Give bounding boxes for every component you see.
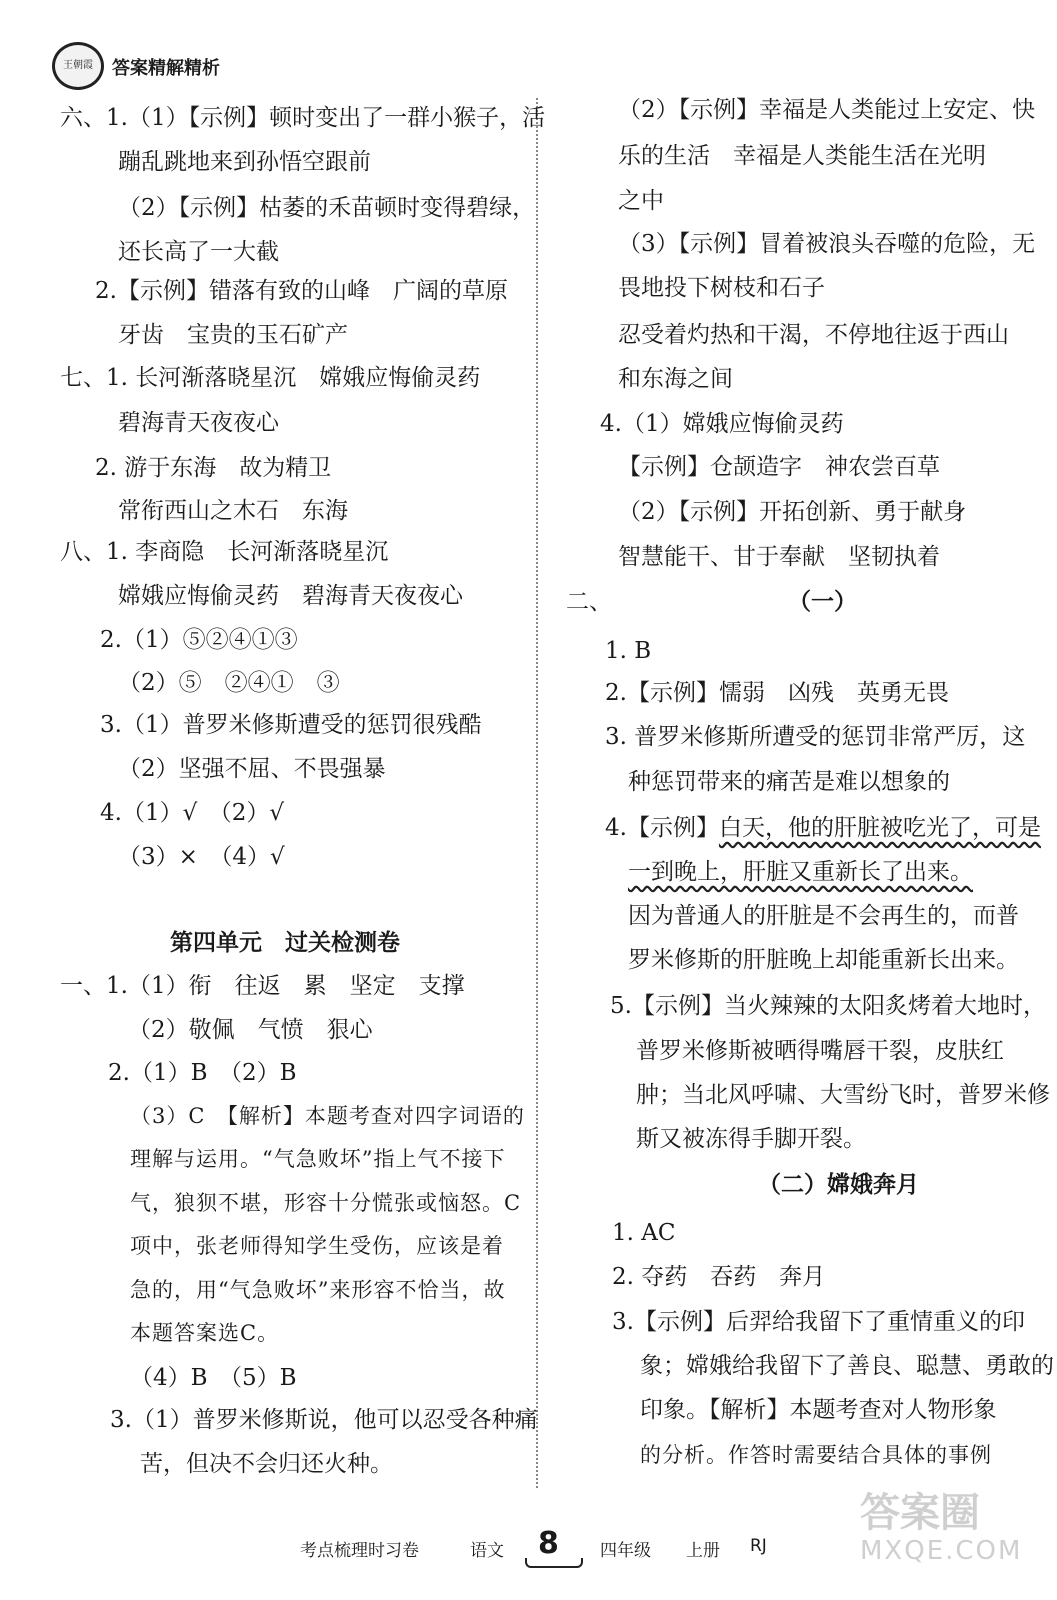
answer-line — [566, 587, 612, 617]
answer-line — [130, 1275, 505, 1305]
answer-text: 苦，但决不会归还火种。 — [140, 1451, 393, 1477]
answer-text: 之中 — [618, 188, 664, 214]
answer-line — [618, 320, 1009, 350]
answer-text: （2）⑤ ②④① ③ — [118, 670, 340, 696]
answer-line — [640, 1351, 1054, 1381]
answer-line — [118, 147, 371, 177]
answer-line — [130, 1231, 504, 1261]
answer-line — [118, 842, 285, 872]
answer-line — [605, 636, 651, 666]
answer-line — [95, 276, 508, 306]
answer-line — [118, 668, 340, 698]
answer-line — [100, 798, 284, 828]
answer-text: 蹦乱跳地来到孙悟空跟前 — [118, 149, 371, 175]
answer-line — [612, 1307, 1025, 1337]
answer-line — [758, 1170, 919, 1200]
answer-text: 还长高了一大截 — [118, 239, 279, 265]
answer-line — [618, 229, 1035, 259]
answer-line — [130, 1144, 505, 1174]
answer-line — [612, 1218, 675, 1248]
answer-text: 象；嫦娥给我留下了善良、聪慧、勇敢的 — [640, 1353, 1054, 1379]
answer-text: 2.【示例】懦弱 凶残 英勇无畏 — [605, 680, 949, 706]
answer-text: 1. B — [605, 638, 652, 664]
answer-text: （一） — [788, 588, 857, 615]
answer-line — [618, 452, 940, 482]
answer-line — [60, 363, 480, 393]
footer-book-title: 考点梳理时习卷 — [300, 1541, 419, 1561]
answer-line — [100, 625, 298, 655]
answer-text: 理解与运用。“气急败坏”指上气不接下 — [130, 1147, 506, 1171]
answer-text: （二）嫦娥奔月 — [758, 1171, 919, 1198]
answer-text: （2）坚强不屈、不畏强暴 — [118, 756, 386, 782]
answer-line — [140, 1449, 393, 1479]
answer-line — [612, 1262, 825, 1292]
answer-text: 4.（1）√ （2）√ — [100, 800, 285, 826]
answer-line — [618, 497, 966, 527]
answer-line — [170, 928, 400, 958]
answer-line — [110, 1405, 538, 1435]
answer-line — [618, 95, 1035, 125]
answer-line — [618, 141, 986, 171]
answer-line — [628, 767, 950, 797]
answer-line — [636, 1036, 1004, 1066]
answer-line — [128, 1015, 373, 1045]
answer-text: 2.【示例】错落有致的山峰 广阔的草原 — [95, 278, 508, 304]
answer-text: （2）【示例】幸福是人类能过上安定、快 — [618, 97, 1036, 123]
answer-text: 和东海之间 — [618, 366, 733, 392]
answer-text: 嫦娥应悔偷灵药 碧海青天夜夜心 — [118, 583, 463, 609]
answer-text: 牙齿 宝贵的玉石矿产 — [118, 322, 348, 348]
watermark-url: MXQE.COM — [860, 1536, 1023, 1566]
answer-line — [640, 1440, 992, 1470]
answer-line — [118, 193, 535, 223]
answer-text: 2. 夺药 吞药 奔月 — [612, 1264, 826, 1290]
answer-line — [618, 542, 940, 572]
footer-grade: 四年级 — [600, 1541, 651, 1561]
answer-text: 4.【示例】 — [605, 815, 719, 841]
answer-text: （2）敬佩 气愤 狠心 — [128, 1017, 373, 1043]
answer-text: 3.（1）普罗米修斯说，他可以忍受各种痛 — [110, 1407, 538, 1433]
answer-line — [618, 186, 664, 216]
answer-line — [100, 710, 482, 740]
header-title: 答案精解精析 — [112, 58, 220, 79]
answer-text: 二、 — [566, 589, 612, 615]
answer-line — [130, 1101, 525, 1131]
answer-text: 一、1.（1）衔 往返 累 坚定 支撑 — [60, 973, 465, 999]
answer-line — [610, 991, 1046, 1021]
answer-text: 【示例】仓颉造字 神农尝百草 — [618, 454, 940, 480]
page-number-bracket — [525, 1558, 583, 1568]
watermark-logo-text: 答案圈 — [860, 1490, 980, 1536]
footer-volume: 上册 — [686, 1541, 720, 1561]
column-divider — [536, 98, 538, 1488]
answer-text: 2.（1）⑤②④①③ — [100, 627, 298, 653]
answer-line — [95, 453, 331, 483]
answer-text: 3. 普罗米修斯所遭受的惩罚非常严厉，这 — [605, 724, 1026, 750]
answer-text: 乐的生活 幸福是人类能生活在光明 — [618, 143, 986, 169]
answer-text: 七、1. 长河渐落晓星沉 嫦娥应悔偷灵药 — [60, 365, 481, 391]
answer-line — [605, 678, 949, 708]
answer-text: 忍受着灼热和干渴，不停地往返于西山 — [618, 322, 1009, 348]
answer-text: 气，狼狈不堪，形容十分慌张或恼怒。C — [130, 1191, 522, 1215]
answer-line — [60, 103, 545, 133]
answer-line — [130, 1318, 279, 1348]
answer-text: 罗米修斯的肝脏晚上却能重新长出来。 — [628, 947, 1019, 973]
answer-text: 的分析。作答时需要结合具体的事例 — [640, 1443, 992, 1467]
answer-text: 因为普通人的肝脏是不会再生的，而普 — [628, 903, 1019, 929]
answer-line — [628, 901, 1019, 931]
answer-line — [118, 496, 348, 526]
answer-text: 本题答案选C。 — [130, 1321, 280, 1345]
answer-text: （3）C 【解析】本题考查对四字词语的 — [130, 1104, 525, 1128]
answer-line — [636, 1080, 1050, 1110]
answer-text: 4.（1）嫦娥应悔偷灵药 — [600, 411, 844, 437]
answer-text: （2）【示例】枯萎的禾苗顿时变得碧绿， — [118, 195, 536, 221]
answer-text: 八、1. 李商隐 长河渐落晓星沉 — [60, 539, 389, 565]
answer-text: 常衔西山之木石 东海 — [118, 498, 348, 524]
answer-text: 六、1.（1）【示例】顿时变出了一群小猴子，活 — [60, 105, 546, 131]
answer-line — [118, 320, 348, 350]
answer-line — [118, 754, 386, 784]
answer-text: 斯又被冻得手脚开裂。 — [636, 1126, 866, 1152]
answer-text: 项中，张老师得知学生受伤，应该是着 — [130, 1234, 504, 1258]
answer-text: 种惩罚带来的痛苦是难以想象的 — [628, 769, 950, 795]
answer-line — [60, 537, 388, 567]
answer-text: （4）B （5）B — [130, 1365, 297, 1391]
answer-text: （3）× （4）√ — [118, 844, 285, 870]
answer-line — [130, 1363, 297, 1393]
answer-line — [118, 408, 279, 438]
answer-text: 5.【示例】当火辣辣的太阳炙烤着大地时， — [610, 993, 1046, 1019]
answer-text: 印象。【解析】本题考查对人物形象 — [640, 1397, 997, 1423]
answer-text: 急的，用“气急败坏”来形容不恰当，故 — [130, 1278, 506, 1302]
answer-line — [108, 1058, 297, 1088]
footer-subject: 语文 — [470, 1541, 504, 1561]
answer-line — [618, 364, 733, 394]
underlined-answer: 一到晚上，肝脏又重新长了出来。 — [628, 859, 973, 885]
answer-text: （2）【示例】开拓创新、勇于献身 — [618, 499, 967, 525]
answer-line — [628, 945, 1019, 975]
answer-text: 肿；当北风呼啸、大雪纷飞时，普罗米修 — [636, 1082, 1050, 1108]
answer-text: 普罗米修斯被晒得嘴唇干裂，皮肤红 — [636, 1038, 1004, 1064]
answer-line — [130, 1188, 521, 1218]
answer-line — [605, 722, 1025, 752]
answer-text: 畏地投下树枝和石子 — [618, 275, 825, 301]
answer-line — [118, 581, 463, 611]
answer-text: 3.【示例】后羿给我留下了重情重义的印 — [612, 1309, 1025, 1335]
answer-line — [636, 1124, 866, 1154]
underlined-answer: 白天，他的肝脏被吃光了，可是 — [718, 815, 1041, 841]
answer-text: 智慧能干、甘于奉献 坚韧执着 — [618, 544, 940, 570]
page-number: 8 — [538, 1526, 559, 1561]
answer-line — [788, 587, 857, 617]
answer-text: 2. 游于东海 故为精卫 — [95, 455, 332, 481]
answer-line — [118, 237, 279, 267]
footer-edition: RJ — [750, 1536, 767, 1556]
answer-line — [600, 409, 844, 439]
answer-line — [640, 1395, 997, 1425]
answer-text: 3.（1）普罗米修斯遭受的惩罚很残酷 — [100, 712, 482, 738]
answer-line — [605, 813, 1041, 843]
answer-text: （3）【示例】冒着被浪头吞噬的危险，无 — [618, 231, 1036, 257]
answer-text: 第四单元 过关检测卷 — [170, 929, 400, 956]
answer-line — [60, 971, 465, 1001]
watermark — [860, 1490, 1040, 1580]
answer-text: 碧海青天夜夜心 — [118, 410, 279, 436]
answer-text: 1. AC — [612, 1220, 676, 1246]
answer-line — [628, 857, 973, 887]
answer-line — [618, 273, 825, 303]
answer-text: 2.（1）B （2）B — [108, 1060, 297, 1086]
publisher-logo: 王朝霞 — [52, 42, 104, 90]
